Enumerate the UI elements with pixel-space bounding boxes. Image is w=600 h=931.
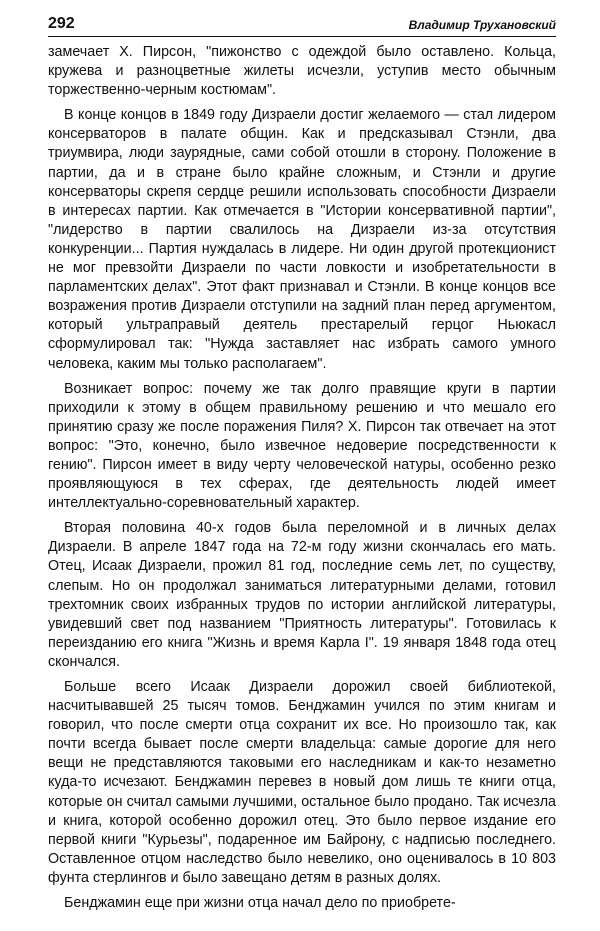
page-number: 292 — [48, 15, 75, 32]
paragraph-6: Бенджамин еще при жизни отца начал дело по приобрете- — [64, 895, 456, 912]
paragraph-1: замечает Х. Пирсон, "пижонство с одеждой было оставлено. Кольца, кружева и разноцветные жилеты исчезли, уступив место обычным торжественно-черным костюмам". — [48, 44, 556, 99]
body-text — [48, 43, 556, 913]
page-header — [48, 14, 556, 37]
running-head-author: Владимир Трухановский — [408, 18, 556, 32]
paragraph-5: Больше всего Исаак Дизраели дорожил своей библиотекой, насчитывавшей 25 тысяч томов. Бенджамин учился по этим книгам и говорил, что после смерти отца сохранит их все. Но произошло так, как почти всегда бывает после смерти владельца: самые дорогие для него вещи не представляются таковыми его наследникам и как-то незаметно куда-то исчезают. Бенджамин перевез в новый дом лишь те книги отца, которые он считал самыми лучшими, остальное было продано. Так исчезла и книга, которой особенно дорожил отец. Это было первое издание его первой книги "Курьезы", подаренное им Байрону, с надписью последнего. Оставленное отцом наследство было невелико, оно оценивалось в 10 803 фунта стерлингов и было завещано детям в разных долях. — [48, 679, 556, 886]
paragraph-3: Возникает вопрос: почему же так долго правящие круги в партии приходили к этому в общем правильному решению и что мешало его принятию сразу же после поражения Пиля? Х. Пирсон так отвечает на этот вопрос: "Это, конечно, было извечное недоверие посредственности к гению". Пирсон имеет в виду черту человеческой натуры, особенно резко проявляющуюся в тех сферах, где деятельность людей имеет интеллектуально-соревновательный характер. — [48, 380, 556, 512]
paragraph-4: Вторая половина 40-х годов была переломной и в личных делах Дизраели. В апреле 1847 года на 72-м году жизни скончалась его мать. Отец, Исаак Дизраели, прожил 81 год, последние семь лет, по существу, слепым. Но он продолжал заниматься литературными делами, готовил трехтомник своих избранных трудов по истории английской литературы, увидевший свет под названием "Приятность литературы". Готовилась к переизданию его книга "Жизнь и время Карла I". 19 января 1848 года отец скончался. — [48, 520, 556, 670]
book-page — [48, 14, 556, 917]
paragraph-2: В конце концов в 1849 году Дизраели достиг желаемого — стал лидером консерваторов в палате общин. Как и предсказывал Стэнли, два триумвира, люди заурядные, сами собой отошли в сторону. Положение в партии, да и в стране было крайне сложным, и Стэнли и другие консерваторы скрепя сердце решили использовать способности Дизраели в интересах партии. Как отмечается в "Истории консервативной партии", "лидерство в партии свалилось на Дизраели из-за отсутствия конкуренции... Партия нуждалась в лидере. Ни один другой протекционист не мог превзойти Дизраели по части ловкости и изобретательности в парламентских делах". Этот факт признавал и Стэнли. В конце концов все возражения против Дизраели отступили на задний план перед аргументом, который ультраправый деятель престарелый герцог Ньюкасл сформулировал так: "Нужда заставляет нас избрать самого умного человека, каким мы только располагаем". — [48, 107, 556, 372]
